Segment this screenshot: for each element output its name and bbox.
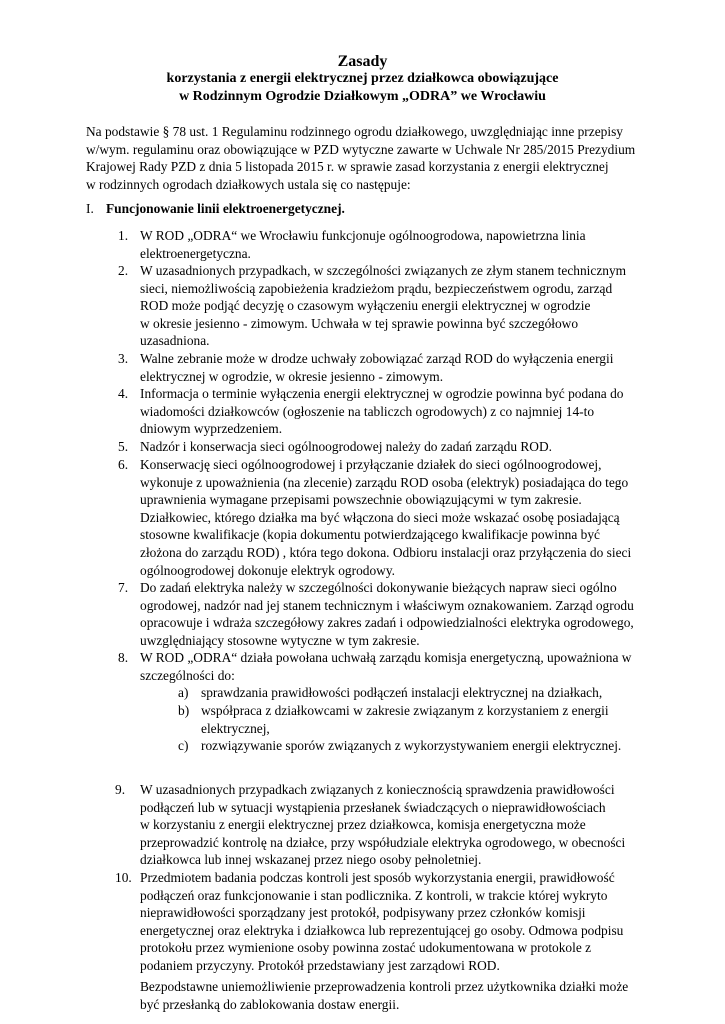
closing-line: Bezpodstawne uniemożliwienie przeprowadzenia kontroli przez użytkownika działki może (140, 979, 629, 994)
list-item-number: 2. (118, 263, 129, 278)
list-item-line: wiadomości działkowców (ogłoszenie na tabliczch ogrodowych) z co najmniej 14-to (140, 403, 595, 419)
closing-paragraph (140, 978, 680, 1013)
list-item-line: uzasadniona. (140, 333, 210, 349)
sub-item-b (178, 702, 651, 737)
list-item-6 (118, 456, 680, 579)
list-item-number: 9. (115, 782, 126, 797)
list-item-9 (115, 781, 680, 869)
list-item-line: stosowne kwalifikacje (kopia dokumentu potwierdzającego kwalifikacje powinna być (140, 527, 600, 543)
page-subtitle-line-2: w Rodzinnym Ogrodzie Działkowym „ODRA” we Wrocławiu (179, 89, 546, 104)
list-item-line: protokołu przez wymienione osoby powinna zostać udokumentowana w protokole z (140, 940, 592, 956)
list-item-line: przeprowadzić kontrolę na działce, przy współudziale elektryka ogrodowego, w obecności (140, 834, 626, 850)
list-item-line: w korzystaniu z energii elektrycznej przez działkowca, komisja energetyczna może (140, 817, 586, 833)
list-item-line: uprawnienia wymagane przepisami powszechnie obowiązującymi w tym zakresie. (140, 492, 582, 508)
list-item-line: szczególności do: (140, 667, 235, 683)
list-item-line: nieprawidłowości sporządzany jest protokół, podpisywany przez członków komisji (140, 905, 586, 921)
list-item-line: W uzasadnionych przypadkach, w szczególności związanych ze złym stanem technicznym (140, 263, 627, 278)
list-item-line: podłączeń oraz funkcjonowanie i stan podlicznika. Z kontroli, w trakcie której wykryto (140, 887, 608, 903)
list-item-line: elektroenergetyczna. (140, 245, 251, 261)
list-item-line: Informacja o terminie wyłączenia energii elektrycznej w ogrodzie powinna być podana do (140, 386, 624, 401)
list-item-line: opracowuje i wdraża szczegółowy zakres zadań i odpowiedzialności elektryka ogrodowego, (140, 615, 634, 631)
list-item-line: złożona do zarządu ROD) , która tego dokona. Odbioru instalacji oraz przyłączenia do sieci (140, 544, 632, 560)
list-item-5 (118, 438, 680, 456)
list-item-line: Do zadań elektryka należy w szczególności dokonywanie bieżących napraw sieci ogólno (140, 580, 617, 595)
list-item-line: w okresie jesienno - zimowym. Uchwała w tej sprawie powinna być szczegółowo (140, 315, 579, 331)
list-item-line: podłączeń lub w sytuacji wystąpienia przesłanek świadczących o nieprawidłowościach (140, 799, 606, 815)
sub-item-line: współpraca z działkowcami w zakresie związanym z korzystaniem z energii (201, 703, 609, 718)
list-item-line: Działkowiec, którego działka ma być włączona do sieci może wskazać osobę posiadającą (140, 509, 620, 525)
list-item-line: W ROD „ODRA“ działa powołana uchwałą zarządu komisja energetyczną, upoważniona w (140, 650, 632, 665)
list-item-line: ogrodowej, nadzór nad jej stanem technicznym i właściwym oznakowaniem. Zarząd ogrodu (140, 597, 634, 613)
list-item-line: dniowym wyprzedzeniem. (140, 421, 283, 437)
list-item-line: W uzasadnionych przypadkach związanych z koniecznością sprawdzenia prawidłowości (140, 782, 615, 797)
list-item-number: 5. (118, 439, 129, 454)
sub-item-line: elektrycznej, (201, 720, 270, 736)
list-item-2 (118, 262, 680, 350)
sub-item-letter: c) (178, 738, 189, 753)
list-item-number: 1. (118, 228, 129, 243)
list-item-7 (118, 579, 680, 649)
intro-paragraph (86, 123, 666, 193)
list-item-number: 10. (115, 870, 132, 885)
list-item-line: podaniem przyczyny. Protokół przedstawiany jest zarządowi ROD. (140, 957, 500, 973)
list-item-line: ogólnoogrodowej dokonuje elektryk ogrodowy. (140, 562, 395, 578)
list-item-line: Konserwację sieci ogólnoogrodowej i przyłączanie działek do sieci ogólnoogrodowej, (140, 457, 602, 472)
list-item-line: ROD może podjąć decyzję o czasowym wyłączeniu energii elektrycznej w ogrodzie (140, 298, 591, 314)
page-title: Zasady (337, 53, 388, 70)
list-item-line: Walne zebranie może w drodze uchwały zobowiązać zarząd ROD do wyłączenia energii (140, 351, 614, 366)
page-subtitle-line-1: korzystania z energii elektrycznej przez działkowca obowiązujące (166, 71, 559, 86)
list-item-4 (118, 385, 680, 438)
list-item-line: wykonuje z upoważnienia (na zlecenie) zarządu ROD osoba (elektryk) posiadająca do tego (140, 474, 629, 490)
closing-line: być przesłanką do zablokowania dostaw energii. (140, 996, 400, 1012)
section-number: I. (86, 201, 94, 216)
list-item-line: działkowca lub innej wskazanej przez niego osoby pełnoletniej. (140, 852, 482, 868)
list-item-line: uwzględniający stosowne wytyczne w tym zakresie. (140, 632, 420, 648)
sub-item-letter: a) (178, 685, 189, 700)
sub-item-a (178, 684, 651, 702)
list-item-8 (118, 649, 680, 684)
list-item-line: elektrycznej w ogrodzie, w okresie jesienno - zimowym. (140, 368, 444, 384)
intro-line: Na podstawie § 78 ust. 1 Regulaminu rodzinnego ogrodu działkowego, uwzględniając inne przepisy (86, 124, 623, 139)
intro-line: w rodzinnych ogrodach działkowych ustala się co następuje: (86, 176, 411, 192)
list-item-number: 8. (118, 650, 129, 665)
list-item-1 (118, 227, 680, 262)
list-item-number: 7. (118, 580, 129, 595)
list-item-10 (115, 869, 680, 975)
list-item-3 (118, 350, 680, 385)
list-item-number: 3. (118, 351, 129, 366)
list-item-line: sieci, niemożliwością zapobieżenia kradzieżom prądu, bezpieczeństwem ogrodu, zarząd (140, 280, 613, 296)
intro-line: Krajowej Rady PZD z dnia 5 listopada 2015 r. w sprawie zasad korzystania z energii elektrycznej (86, 159, 609, 175)
list-item-line: Przedmiotem badania podczas kontroli jest sposób wykorzystania energii, prawidłowość (140, 870, 615, 885)
list-item-line: Nadzór i konserwacja sieci ogólnoogrodowej należy do zadań zarządu ROD. (140, 439, 552, 454)
sub-item-line: sprawdzania prawidłowości podłączeń instalacji elektrycznej na działkach, (201, 685, 603, 700)
sub-item-c (178, 737, 651, 755)
sub-item-line: rozwiązywanie sporów związanych z wykorzystywaniem energii elektrycznej. (201, 738, 622, 753)
list-item-number: 6. (118, 457, 129, 472)
list-item-line: W ROD „ODRA“ we Wrocławiu funkcjonuje ogólnoogrodowa, napowietrzna linia (140, 228, 586, 243)
list-item-line: energetycznej oraz elektryka i działkowca lub reprezentującej go osoby. Odmowa podpisu (140, 922, 624, 938)
list-item-number: 4. (118, 386, 129, 401)
intro-line: w/wym. regulaminu oraz obowiązujące w PZD wytyczne zawarte w Uchwale Nr 285/2015 Prezydium (86, 141, 636, 157)
sub-item-letter: b) (178, 703, 190, 718)
section-title: Funcjonowanie linii elektroenergetycznej. (106, 201, 345, 216)
